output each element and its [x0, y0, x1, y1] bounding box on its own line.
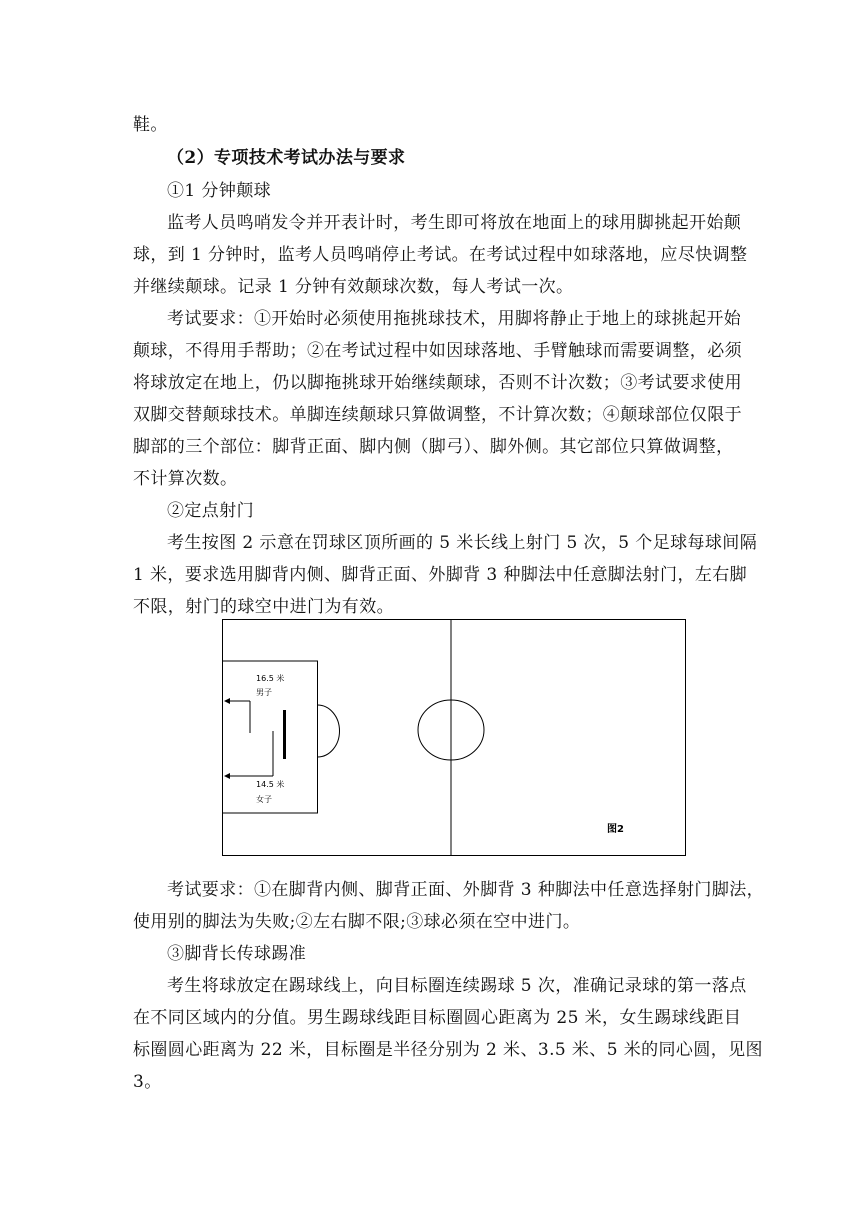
paragraph-line: 1 米，要求选用脚背内侧、脚背正面、外脚背 3 种脚法中任意脚法射门，左右脚 [133, 565, 748, 585]
section-heading: （2）专项技术考试办法与要求 [167, 148, 406, 168]
female-arrow-head [224, 773, 230, 779]
figure-caption: 图2 [607, 824, 624, 835]
penalty-arc [318, 705, 340, 757]
paragraph-line: 脚部的三个部位：脚背正面、脚内侧（脚弓）、脚外侧。其它部位只算做调整， [133, 437, 734, 457]
paragraph-line: 颠球，不得用手帮助；②在考试过程中如因球落地、手臂触球而需要调整，必须 [133, 341, 742, 361]
paragraph-line: 并继续颠球。记录 1 分钟有效颠球次数，每人考试一次。 [133, 277, 574, 297]
paragraph-line: 标圈圆心距离为 22 米，目标圈是半径分别为 2 米、3.5 米、5 米的同心圆，见图 [133, 1040, 763, 1060]
paragraph-line: 不计算次数。 [133, 469, 238, 489]
item-title: ②定点射门 [167, 501, 254, 521]
paragraph-line: 鞋。 [133, 115, 168, 135]
paragraph-line: 球，到 1 分钟时，监考人员鸣哨停止考试。在考试过程中如球落地，应尽快调整 [133, 245, 748, 265]
paragraph-line: 使用别的脚法为失败;②左右脚不限;③球必须在空中进门。 [133, 912, 581, 932]
pitch-diagram [222, 619, 687, 857]
pitch-boundary [223, 620, 686, 856]
paragraph-line: 在不同区域内的分值。男生踢球线距目标圈圆心距离为 25 米，女生踢球线距目 [133, 1008, 742, 1028]
female-label: 女子 [256, 795, 272, 804]
paragraph-line: 3。 [133, 1072, 162, 1092]
paragraph-line: 考试要求：①在脚背内侧、脚背正面、外脚背 3 种脚法中任意选择射门脚法， [167, 880, 765, 900]
paragraph-line: 考生将球放定在踢球线上，向目标圈连续踢球 5 次，准确记录球的第一落点 [167, 976, 747, 996]
female-distance-label: 14.5 米 [256, 780, 285, 789]
male-distance-label: 16.5 米 [256, 674, 285, 683]
male-arrow-head [224, 698, 230, 704]
item-title: ①1 分钟颠球 [167, 181, 272, 201]
paragraph-line: 考生按图 2 示意在罚球区顶所画的 5 米长线上射门 5 次，5 个足球每球间隔 [167, 533, 758, 553]
paragraph-line: 双脚交替颠球技术。单脚连续颠球只算做调整，不计算次数；④颠球部位仅限于 [133, 405, 742, 425]
shooting-line [283, 710, 286, 759]
penalty-area [223, 661, 318, 813]
male-label: 男子 [256, 688, 272, 697]
paragraph-line: 将球放定在地上，仍以脚拖挑球开始继续颠球，否则不计次数；③考试要求使用 [133, 373, 742, 393]
paragraph-line: 监考人员鸣哨发令并开表计时，考生即可将放在地面上的球用脚挑起开始颠 [167, 213, 742, 233]
item-title: ③脚背长传球踢准 [167, 944, 307, 964]
paragraph-line: 不限，射门的球空中进门为有效。 [133, 597, 394, 617]
paragraph-line: 考试要求：①开始时必须使用拖挑球技术，用脚将静止于地上的球挑起开始 [167, 309, 742, 329]
pitch-svg [222, 619, 687, 857]
